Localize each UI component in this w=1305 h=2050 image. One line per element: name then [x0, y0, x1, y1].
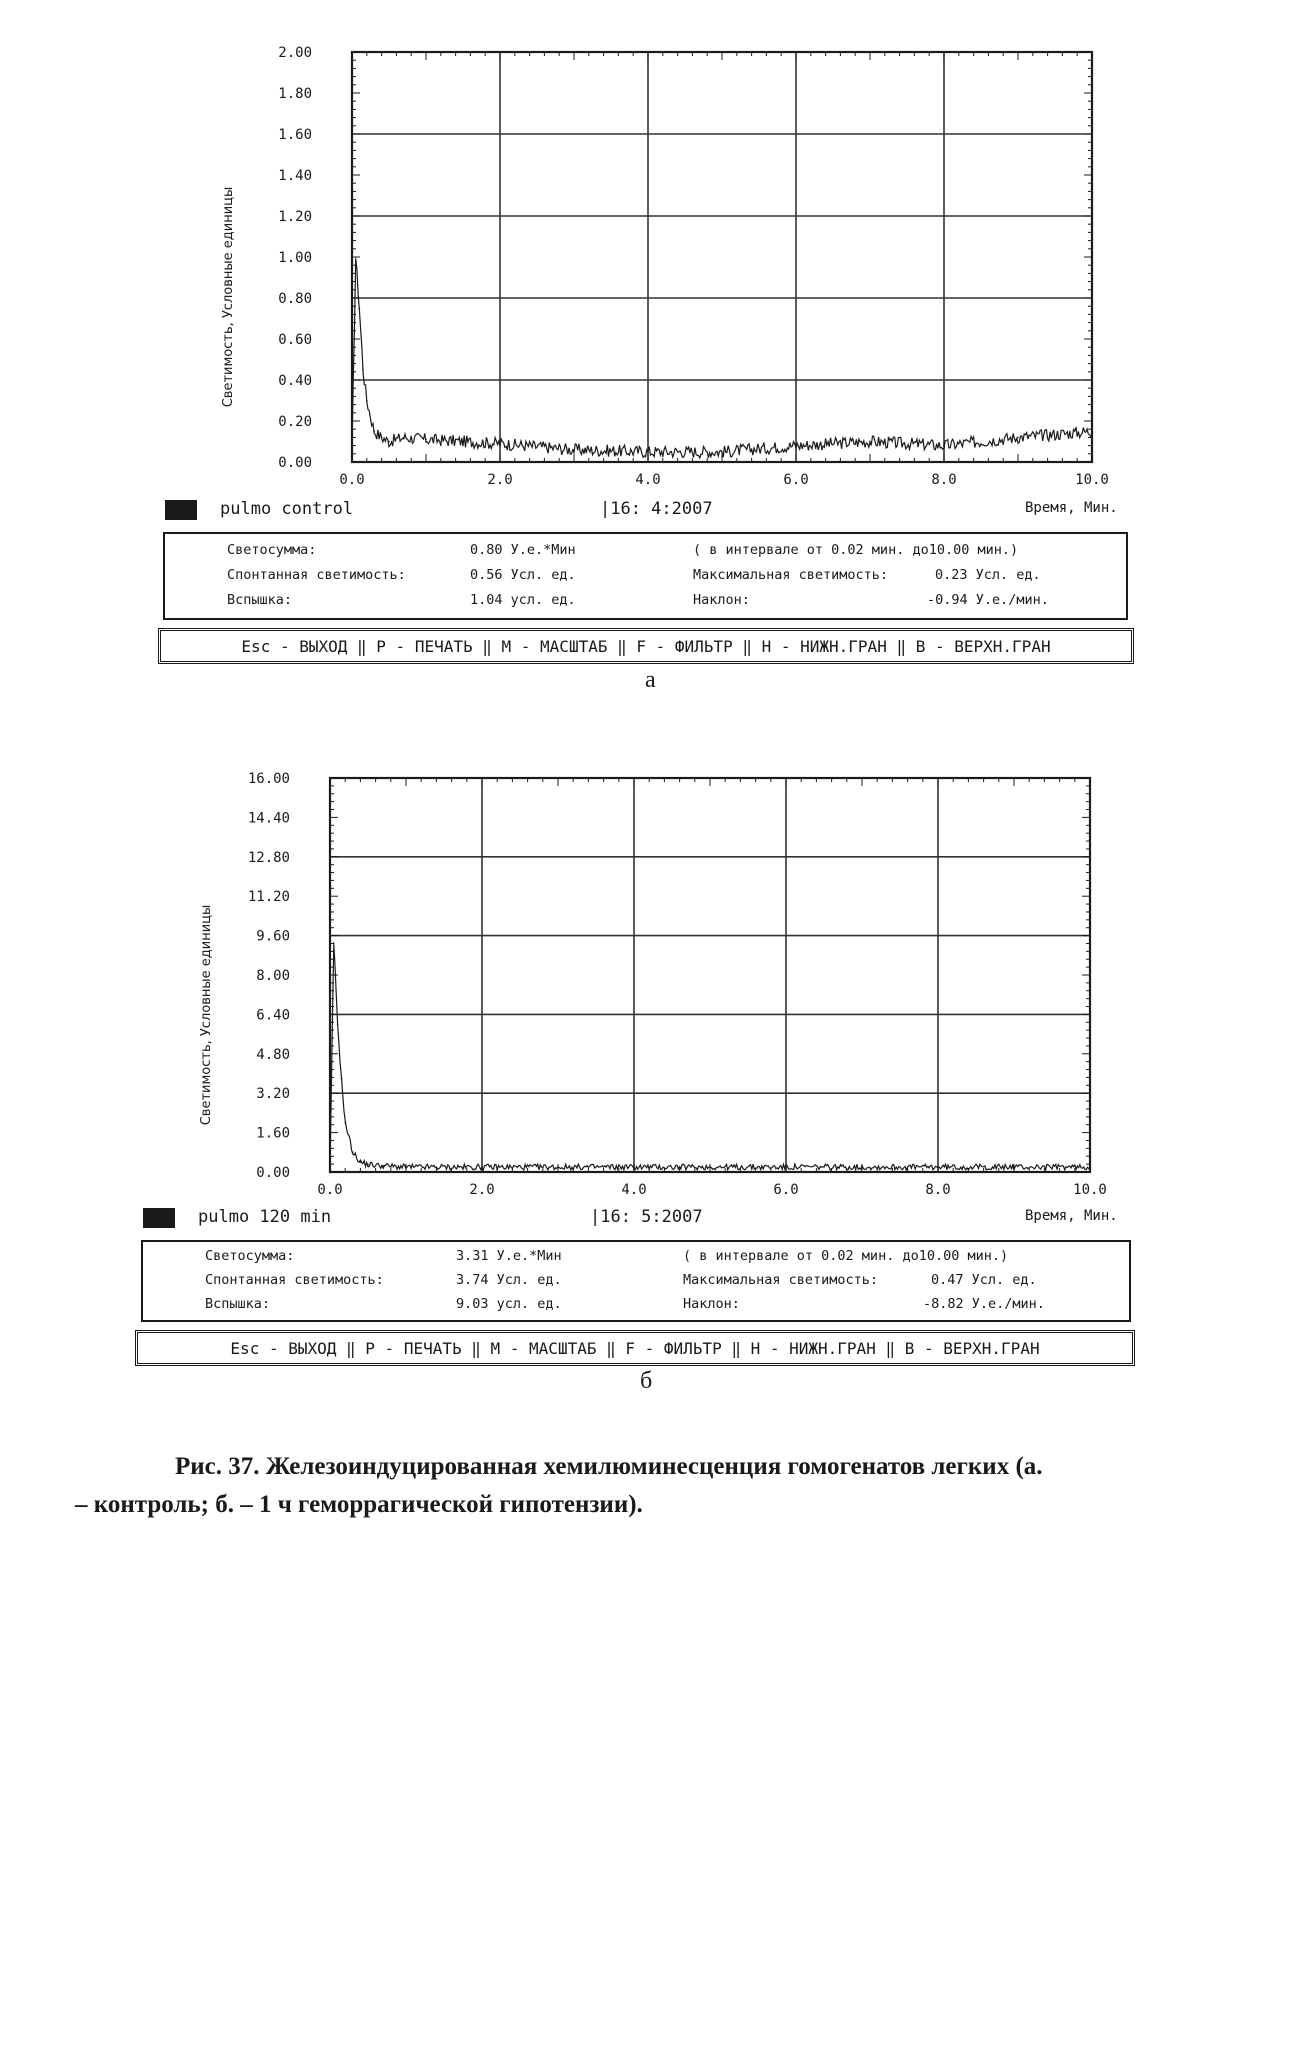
- stats-box-a: [163, 532, 1128, 620]
- stat-interval: ( в интервале от 0.02 мин. до10.00 мин.): [683, 1248, 1009, 1264]
- x-tick-label: 4.0: [621, 1182, 647, 1198]
- stat-spont-value: 3.74 Усл. ед.: [456, 1272, 562, 1288]
- sub-label-a: а: [645, 667, 656, 693]
- y-tick-label: 0.00: [278, 455, 312, 471]
- data-point: [573, 449, 575, 451]
- legend-swatch-a: [165, 500, 197, 520]
- stat-max-value: 0.23 Усл. ед.: [935, 567, 1041, 583]
- stat-flash-label: Вспышка:: [227, 592, 293, 608]
- x-tick-label: 10.0: [1075, 472, 1109, 488]
- x-tick-label: 6.0: [783, 472, 809, 488]
- command-bar-a[interactable]: Esc - ВЫХОД ‖ P - ПЕЧАТЬ ‖ M - МАСШТАБ ‖ F - ФИЛЬТР ‖ H - НИЖН.ГРАН ‖ B - ВЕРХН.ГРАН: [158, 628, 1134, 664]
- data-point: [359, 307, 361, 309]
- data-point: [388, 441, 390, 443]
- stat-max-label: Максимальная светимость:: [683, 1272, 879, 1288]
- data-point: [481, 1166, 483, 1168]
- stat-spont-label: Спонтанная светимость:: [227, 567, 406, 583]
- stat-flash-value: 9.03 усл. ед.: [456, 1296, 562, 1312]
- plot-frame: [330, 778, 1090, 1172]
- stat-slope-value: -0.94 У.е./мин.: [927, 592, 1049, 608]
- stat-svetosumma-value: 0.80 У.е.*Мин: [470, 542, 576, 558]
- stat-svetosumma-label: Светосумма:: [227, 542, 317, 558]
- legend-label-b: pulmo 120 min: [198, 1207, 332, 1227]
- x-tick-label: 8.0: [925, 1182, 951, 1198]
- y-tick-label: 2.00: [278, 45, 312, 61]
- y-axis-title: Светимость, Условные единицы: [199, 904, 214, 1126]
- stat-slope-value: -8.82 У.е./мин.: [923, 1296, 1045, 1312]
- series-line: [330, 944, 1090, 1170]
- data-point: [1089, 1166, 1091, 1168]
- y-tick-label: 1.80: [278, 86, 312, 102]
- data-point: [367, 1164, 369, 1166]
- data-point: [633, 1166, 635, 1168]
- data-point: [381, 437, 383, 439]
- data-point: [355, 256, 357, 258]
- y-tick-label: 0.00: [256, 1165, 290, 1181]
- stat-flash-label: Вспышка:: [205, 1296, 271, 1312]
- y-tick-label: 0.40: [278, 373, 312, 389]
- x-axis-title-a: Время, Мин.: [1025, 500, 1118, 516]
- data-point: [721, 451, 723, 453]
- y-tick-label: 0.60: [278, 332, 312, 348]
- y-tick-label: 9.60: [256, 928, 290, 945]
- figure-caption: [75, 1448, 1255, 1524]
- sub-label-b: б: [640, 1368, 653, 1394]
- y-tick-label: 1.40: [278, 168, 312, 184]
- data-point: [869, 441, 871, 443]
- data-point: [795, 445, 797, 447]
- data-point: [373, 430, 375, 432]
- stat-max-label: Максимальная светимость:: [693, 567, 889, 583]
- data-point: [341, 1078, 343, 1080]
- data-point: [360, 1161, 362, 1163]
- x-tick-label: 4.0: [635, 472, 661, 488]
- x-tick-label: 2.0: [487, 472, 513, 488]
- stat-spont-label: Спонтанная светимость:: [205, 1272, 384, 1288]
- y-tick-label: 11.20: [247, 889, 290, 906]
- y-tick-label: 4.80: [256, 1046, 290, 1063]
- data-point: [425, 439, 427, 441]
- y-tick-label: 0.20: [278, 414, 312, 430]
- data-point: [362, 369, 364, 371]
- x-tick-label: 6.0: [773, 1182, 799, 1198]
- y-tick-label: 0.80: [278, 291, 312, 307]
- y-tick-label: 6.40: [256, 1007, 290, 1024]
- x-tick-label: 2.0: [469, 1182, 495, 1198]
- series-line: [352, 258, 1092, 458]
- y-tick-label: 1.00: [278, 250, 312, 266]
- timestamp-a: |16: 4:2007: [600, 499, 713, 519]
- y-axis-title: Светимость, Условные единицы: [221, 186, 236, 408]
- data-point: [499, 443, 501, 445]
- caption-line-1: Рис. 37. Железоиндуцированная хемилюминесценция гомогенатов легких (а.: [175, 1453, 1043, 1480]
- y-tick-label: 1.20: [278, 209, 312, 225]
- x-tick-label: 10.0: [1073, 1182, 1107, 1198]
- y-tick-label: 1.60: [278, 127, 312, 143]
- y-tick-label: 12.80: [247, 849, 290, 866]
- x-tick-label: 8.0: [931, 472, 957, 488]
- y-tick-label: 16.00: [247, 771, 290, 787]
- stat-spont-value: 0.56 Усл. ед.: [470, 567, 576, 583]
- data-point: [1017, 437, 1019, 439]
- data-point: [647, 451, 649, 453]
- data-point: [329, 1166, 331, 1168]
- stat-svetosumma-label: Светосумма:: [205, 1248, 295, 1264]
- stat-slope-label: Наклон:: [693, 592, 750, 608]
- command-bar-b[interactable]: Esc - ВЫХОД ‖ P - ПЕЧАТЬ ‖ M - МАСШТАБ ‖ F - ФИЛЬТР ‖ H - НИЖН.ГРАН ‖ B - ВЕРХН.ГРАН: [135, 1330, 1135, 1366]
- data-point: [403, 437, 405, 439]
- y-tick-label: 3.20: [256, 1086, 290, 1103]
- data-point: [462, 441, 464, 443]
- data-point: [337, 1023, 339, 1025]
- stats-box-b: [141, 1240, 1131, 1322]
- y-tick-label: 14.40: [247, 810, 290, 827]
- figure-panel-a: [0, 0, 1305, 720]
- stat-slope-label: Наклон:: [683, 1296, 740, 1312]
- data-point: [943, 445, 945, 447]
- plot-frame: [352, 52, 1092, 462]
- chart-a: [0, 0, 1305, 488]
- data-point: [333, 942, 335, 944]
- data-point: [351, 451, 353, 453]
- stat-max-value: 0.47 Усл. ед.: [931, 1272, 1037, 1288]
- data-point: [352, 1152, 354, 1154]
- legend-label-a: pulmo control: [220, 499, 354, 519]
- chart-b: [0, 740, 1305, 1210]
- data-point: [937, 1166, 939, 1168]
- figure-panel-b: [0, 740, 1305, 1420]
- data-point: [785, 1166, 787, 1168]
- data-point: [366, 400, 368, 402]
- timestamp-b: |16: 5:2007: [590, 1207, 703, 1227]
- legend-swatch-b: [143, 1208, 175, 1228]
- data-point: [344, 1122, 346, 1124]
- data-point: [1091, 430, 1093, 432]
- caption-line-2: – контроль; б. – 1 ч геморрагической гипотензии).: [75, 1491, 643, 1518]
- stat-svetosumma-value: 3.31 У.е.*Мин: [456, 1248, 562, 1264]
- stat-interval: ( в интервале от 0.02 мин. до10.00 мин.): [693, 542, 1019, 558]
- data-point: [382, 1165, 384, 1167]
- y-tick-label: 1.60: [256, 1125, 290, 1142]
- y-tick-label: 8.00: [256, 968, 290, 984]
- x-tick-label: 0.0: [339, 472, 365, 488]
- x-axis-title-b: Время, Мин.: [1025, 1208, 1118, 1224]
- data-point: [405, 1166, 407, 1168]
- stat-flash-value: 1.04 усл. ед.: [470, 592, 576, 608]
- x-tick-label: 0.0: [317, 1182, 343, 1198]
